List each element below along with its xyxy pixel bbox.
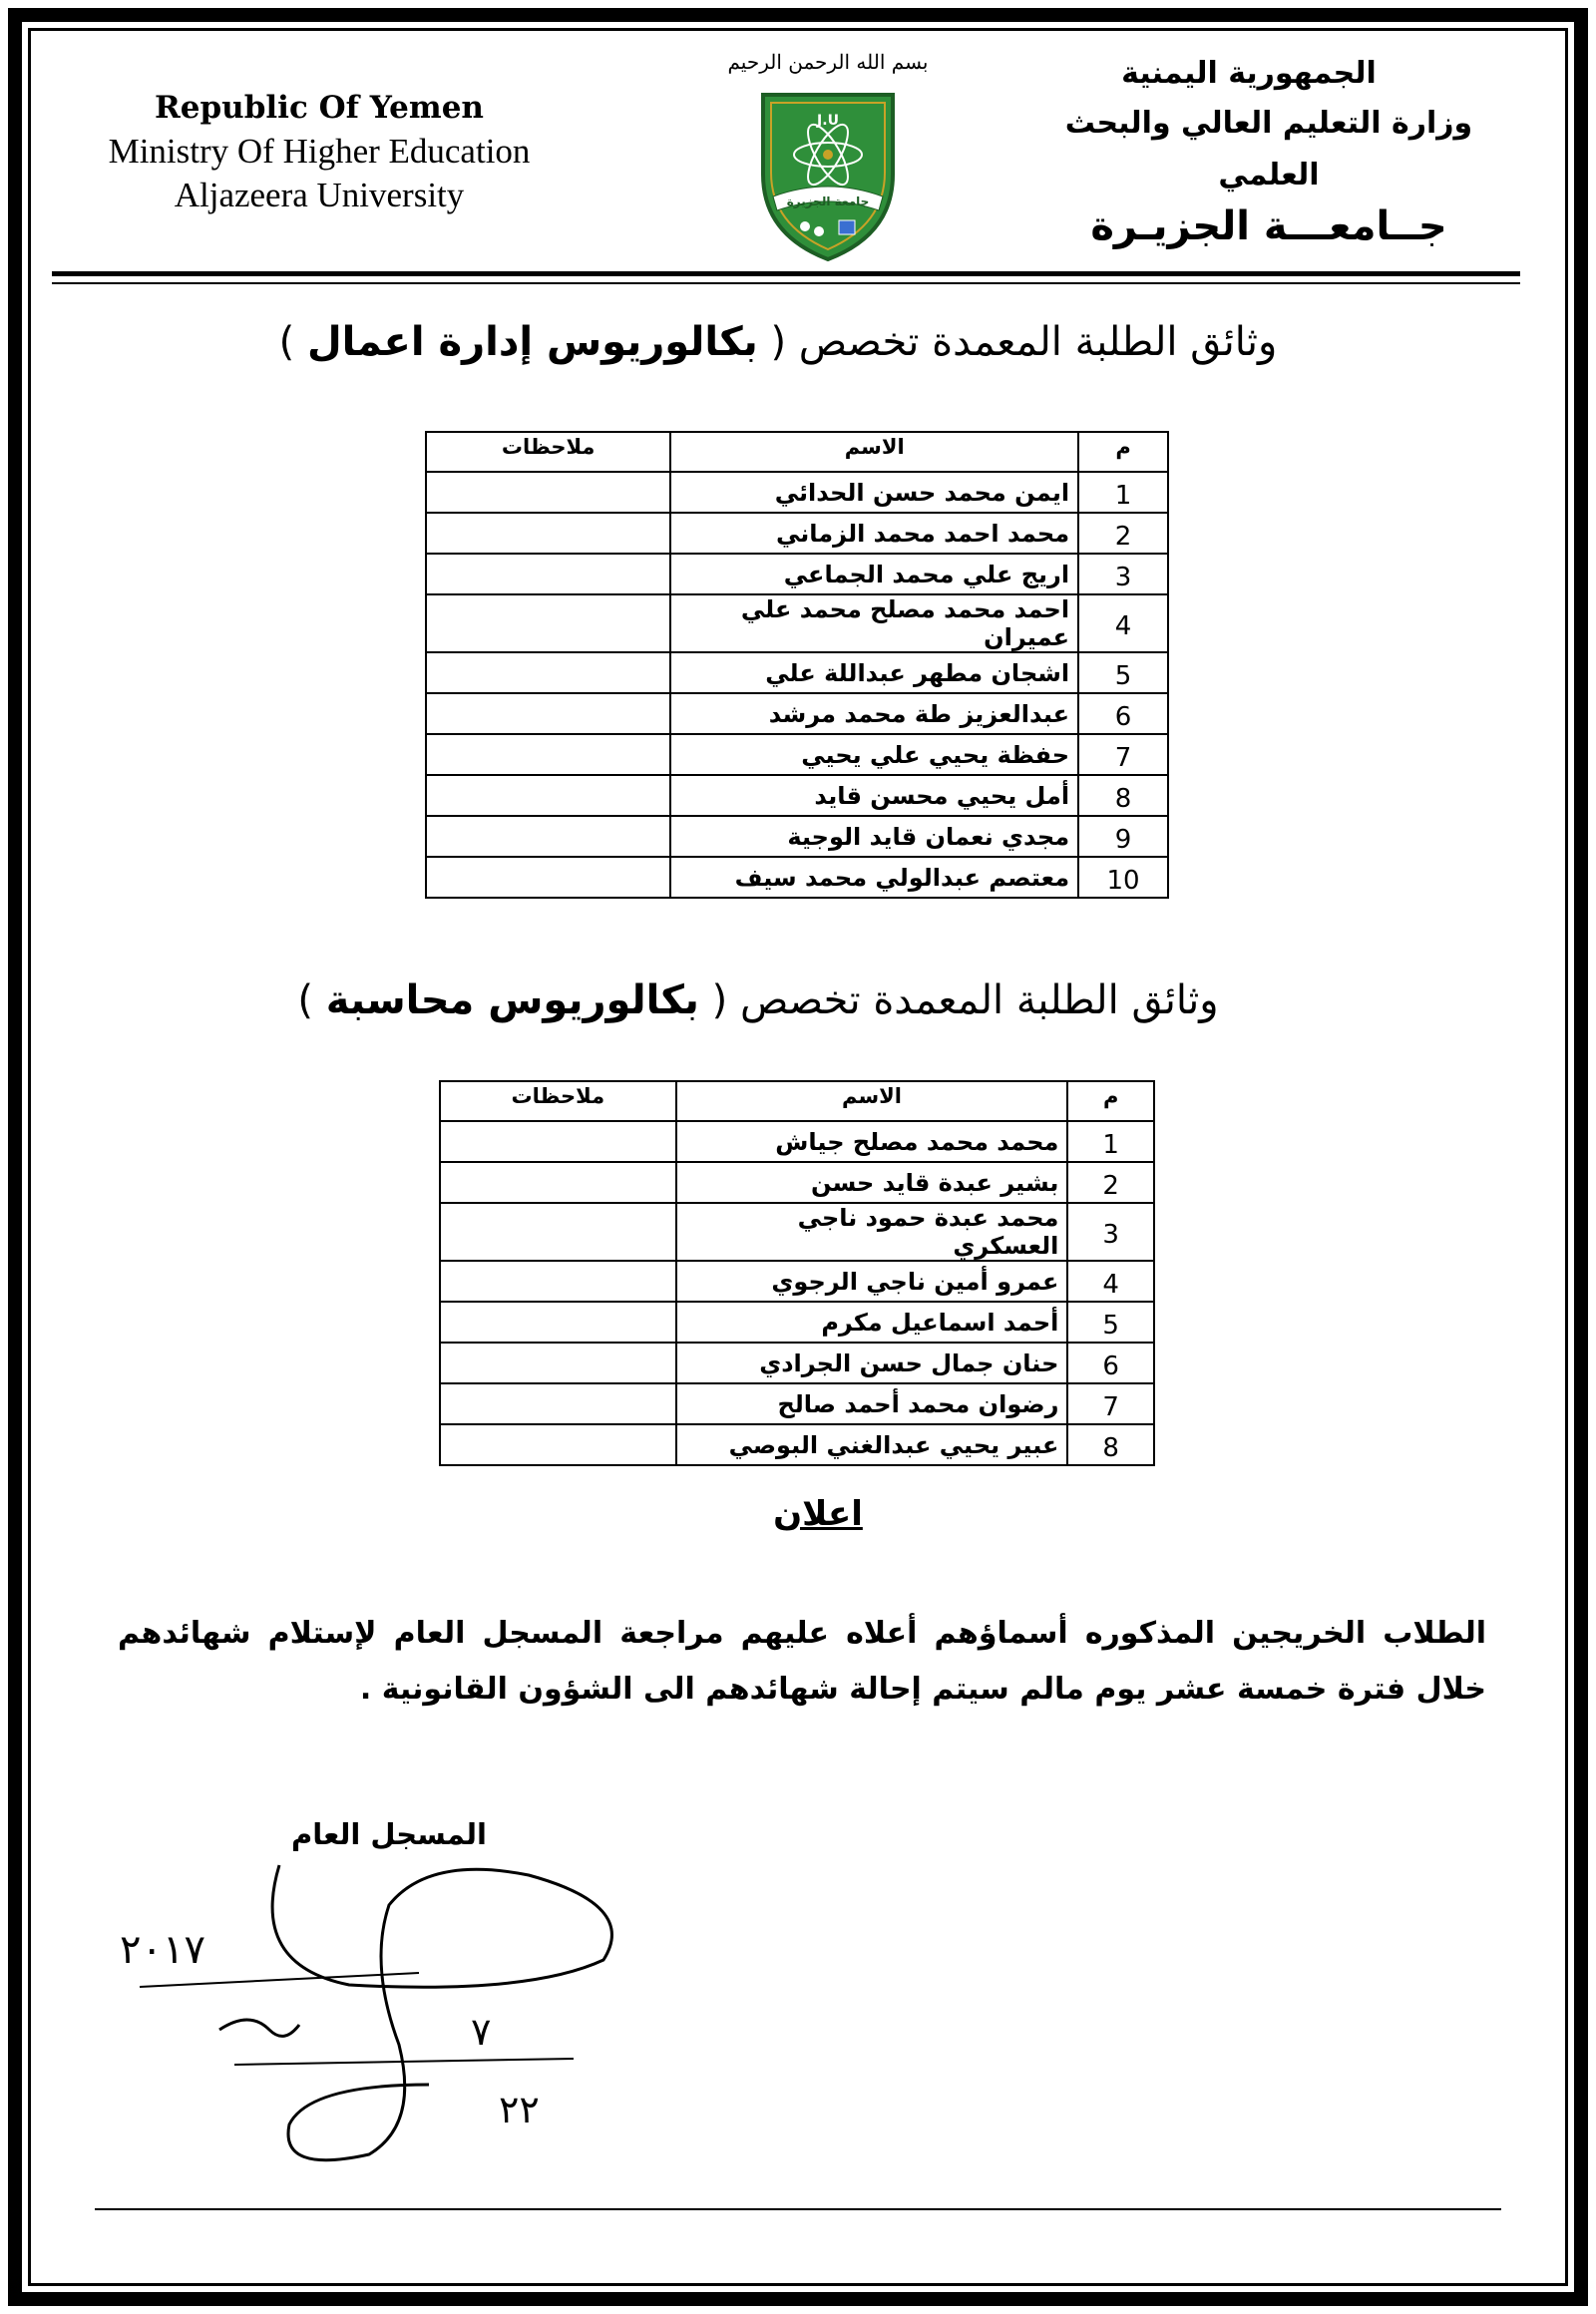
table-row [426, 857, 1168, 898]
business-administration-table [425, 431, 1169, 899]
student-name: عبدالعزيز طة محمد مرشد [670, 693, 1078, 734]
student-name: حفظة يحيي علي يحيي [670, 734, 1078, 775]
row-number: 3 [1067, 1203, 1154, 1261]
university-logo-icon [753, 85, 903, 264]
notes-cell [426, 816, 670, 857]
table-row [440, 1121, 1154, 1162]
student-name: عبير يحيي عبدالغني البوصي [676, 1424, 1068, 1465]
footer-divider [95, 2208, 1501, 2210]
handwritten-signature-icon [100, 1845, 638, 2174]
accounting-table [439, 1080, 1155, 1466]
table-row [426, 513, 1168, 554]
student-name: ايمن محمد حسن الحدائي [670, 472, 1078, 513]
notes-cell [440, 1383, 676, 1424]
row-number: 7 [1067, 1383, 1154, 1424]
notes-cell [440, 1121, 676, 1162]
header-arabic [1029, 50, 1508, 251]
table-row [440, 1343, 1154, 1383]
row-number: 4 [1078, 594, 1168, 652]
row-number: 1 [1078, 472, 1168, 513]
notes-cell [440, 1261, 676, 1302]
section-title-prefix: وثائق الطلبة المعمدة تخصص ( [770, 319, 1278, 365]
table-row [426, 816, 1168, 857]
notes-cell [426, 554, 670, 594]
column-header-name: الاسم [670, 432, 1078, 472]
logo-ribbon-text: جامعة الجزيرة [786, 194, 870, 208]
student-name: اشجان مطهر عبداللة علي [670, 652, 1078, 693]
ministry-name-ar: وزارة التعليم العالي والبحث العلمي [1064, 106, 1473, 193]
section-title-major: بكالوريوس إدارة اعمال [306, 319, 758, 365]
notes-cell [426, 775, 670, 816]
student-name: اريج علي محمد الجماعي [670, 554, 1078, 594]
table-row [440, 1162, 1154, 1203]
student-name: رضوان محمد أحمد صالح [676, 1383, 1068, 1424]
student-name: محمد عبدة حمود ناجي العسكري [676, 1203, 1068, 1261]
student-name: معتصم عبدالولي محمد سيف [670, 857, 1078, 898]
table-row [440, 1383, 1154, 1424]
student-name: محمد محمد مصلح جياش [676, 1121, 1068, 1162]
notes-cell [440, 1424, 676, 1465]
announcement-body: الطلاب الخريجين المذكوره أسماؤهم أعلاه عليهم مراجعة المسجل العام لإستلام شهائدهم خلال فترة خمسة عشر يوم مالم سيتم إحالة شهائدهم الى الشؤون القانونية . [118, 1616, 1486, 1707]
row-number: 5 [1078, 652, 1168, 693]
table-row [426, 734, 1168, 775]
column-header-notes: ملاحظات [440, 1081, 676, 1121]
university-name-en: Aljazeera University [174, 176, 465, 214]
column-header-num: م [1067, 1081, 1154, 1121]
notes-cell [440, 1343, 676, 1383]
row-number: 4 [1067, 1261, 1154, 1302]
header-divider-thick [52, 271, 1520, 276]
row-number: 5 [1067, 1302, 1154, 1343]
row-number: 6 [1067, 1343, 1154, 1383]
notes-cell [426, 857, 670, 898]
ministry-name-en: Ministry Of Higher Education [108, 132, 531, 171]
table-row [440, 1424, 1154, 1465]
notes-cell [440, 1302, 676, 1343]
student-name: مجدي نعمان قايد الوجية [670, 816, 1078, 857]
student-name: أمل يحيي محسن قايد [670, 775, 1078, 816]
row-number: 6 [1078, 693, 1168, 734]
header-english [60, 86, 579, 217]
logo-top-text: J.U [817, 113, 839, 129]
notes-cell [426, 594, 670, 652]
table-header-row [426, 432, 1168, 472]
notes-cell [440, 1162, 676, 1203]
table-row [426, 775, 1168, 816]
student-name: بشير عبدة قايد حسن [676, 1162, 1068, 1203]
row-number: 8 [1067, 1424, 1154, 1465]
section-title-accounting [160, 977, 1357, 1023]
announcement-title: اعلان [773, 1494, 863, 1534]
header-divider-thin [52, 282, 1520, 284]
notes-cell [440, 1203, 676, 1261]
business-administration-rows [426, 472, 1168, 898]
student-name: أحمد اسماعيل مكرم [676, 1302, 1068, 1343]
student-name: محمد احمد محمد الزماني [670, 513, 1078, 554]
section-title-suffix: ) [297, 977, 314, 1023]
column-header-name: الاسم [676, 1081, 1068, 1121]
student-name: حنان جمال حسن الجرادي [676, 1343, 1068, 1383]
table-row [426, 472, 1168, 513]
section-title-suffix: ) [278, 319, 295, 365]
bismillah-text: بسم الله الرحمن الرحيم [727, 50, 929, 74]
notes-cell [426, 513, 670, 554]
row-number: 3 [1078, 554, 1168, 594]
registrar-title: المسجل العام [290, 1817, 487, 1851]
column-header-notes: ملاحظات [426, 432, 670, 472]
handwritten-day: ٢٢ [499, 2088, 540, 2131]
table-row [440, 1261, 1154, 1302]
table-row [426, 652, 1168, 693]
table-row [426, 554, 1168, 594]
country-name-ar: الجمهورية اليمنية [1121, 56, 1377, 91]
notes-cell [426, 734, 670, 775]
column-header-num: م [1078, 432, 1168, 472]
table-row [426, 693, 1168, 734]
handwritten-month: ٧ [471, 2010, 492, 2054]
row-number: 1 [1067, 1121, 1154, 1162]
notes-cell [426, 652, 670, 693]
row-number: 2 [1067, 1162, 1154, 1203]
accounting-rows [440, 1121, 1154, 1465]
row-number: 2 [1078, 513, 1168, 554]
section-title-major: بكالوريوس محاسبة [325, 977, 699, 1023]
university-name-ar: جــامعـــة الجزيـرة [1090, 203, 1447, 249]
row-number: 9 [1078, 816, 1168, 857]
student-name: احمد محمد مصلح محمد علي عميران [670, 594, 1078, 652]
row-number: 7 [1078, 734, 1168, 775]
table-row [440, 1302, 1154, 1343]
table-header-row [440, 1081, 1154, 1121]
section-title-business-administration [180, 319, 1377, 365]
row-number: 8 [1078, 775, 1168, 816]
handwritten-year: ٢٠١٧ [120, 1927, 205, 1973]
notes-cell [426, 472, 670, 513]
table-row [426, 594, 1168, 652]
row-number: 10 [1078, 857, 1168, 898]
table-row [440, 1203, 1154, 1261]
notes-cell [426, 693, 670, 734]
student-name: عمرو أمين ناجي الرجوي [676, 1261, 1068, 1302]
country-name-en: Republic Of Yemen [155, 90, 484, 126]
section-title-prefix: وثائق الطلبة المعمدة تخصص ( [711, 977, 1219, 1023]
